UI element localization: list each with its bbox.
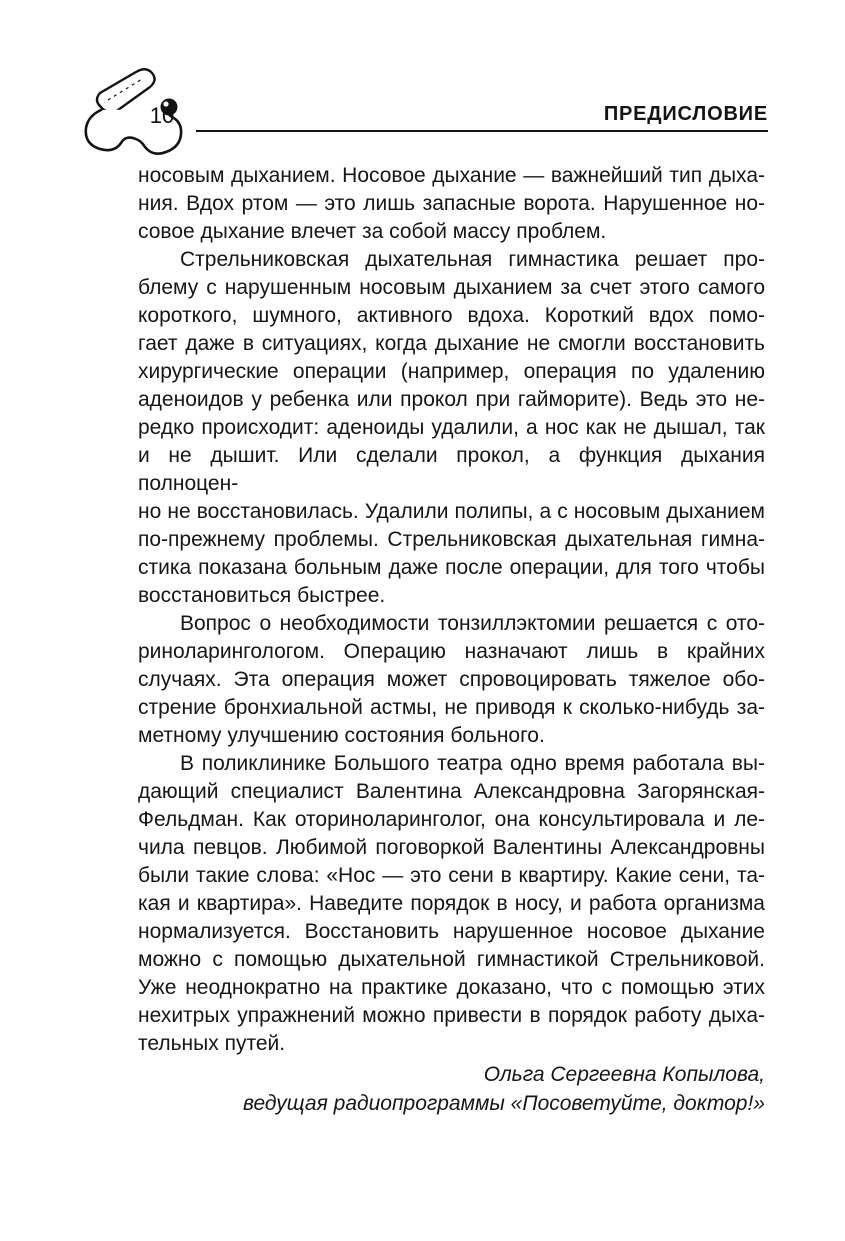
signature — [138, 1060, 765, 1118]
text-line: аденоидов у ребенка или прокол при гайморите). Ведь это не- — [138, 388, 765, 411]
text-line: Уже неоднократно на практике доказано, что с помощью этих — [138, 976, 765, 999]
text-line: метному улучшению состояния больного. — [138, 724, 545, 747]
text-line: короткого, шумного, активного вдоха. Короткий вдох помо- — [138, 304, 765, 327]
text-line: дающий специалист Валентина Александровна Загорянская- — [138, 780, 765, 803]
text-line: хирургические операции (например, операция по удалению — [138, 360, 765, 383]
text-line: Стрельниковская дыхательная гимнастика решает про- — [180, 248, 765, 271]
text-line: нормализуется. Восстановить нарушенное носовое дыхание — [138, 920, 765, 943]
chapter-title: ПРЕДИСЛОВИЕ — [603, 103, 768, 125]
paragraphs — [138, 162, 765, 1058]
text-line: стрение бронхиальной астмы, не приводя к сколько-нибудь за- — [138, 696, 765, 719]
text-line: блему с нарушенным носовым дыханием за счет этого самого — [138, 276, 765, 299]
text-line: ния. Вдох ртом — это лишь запасные ворота. Нарушенное но- — [138, 192, 765, 215]
signature-line: Ольга Сергеевна Копылова, — [483, 1063, 765, 1086]
text-line: случаях. Эта операция может спровоцировать тяжелое обо- — [138, 668, 765, 691]
body-text — [138, 162, 765, 1118]
text-line: носовым дыханием. Носовое дыхание — важнейший тип дыха- — [138, 164, 765, 187]
text-line: стика показана больным даже после операции, для того чтобы — [138, 556, 765, 579]
text-line: В поликлинике Большого театра одно время работала вы- — [180, 752, 765, 775]
text-line: совое дыхание влечет за собой массу проблем. — [138, 220, 607, 243]
text-line: редко происходит: аденоиды удалили, а нос как не дышал, так — [138, 416, 765, 439]
text-line: нехитрых упражнений можно привести в порядок работу дыха- — [138, 1004, 765, 1027]
text-line: чила певцов. Любимой поговоркой Валентины Александровны — [138, 836, 765, 859]
header-rule — [196, 130, 768, 132]
text-line: кая и квартира». Наведите порядок в носу, и работа организма — [138, 892, 765, 915]
text-line: Вопрос о необходимости тонзиллэктомии решается с ото- — [180, 612, 765, 635]
text-line: гает даже в ситуациях, когда дыхание не смогли восстановить — [138, 332, 765, 355]
text-line: тельных путей. — [138, 1032, 286, 1055]
text-line: были такие слова: «Нос — это сени в квартиру. Какие сени, та- — [138, 864, 765, 887]
page-number: 10 — [149, 103, 175, 128]
text-line: восстановиться быстрее. — [138, 584, 386, 607]
text-line: по-прежнему проблемы. Стрельниковская дыхательная гимна- — [138, 528, 765, 551]
text-line: Фельдман. Как оториноларинголог, она консультировала и ле- — [138, 808, 765, 831]
text-line: но не восстановилась. Удалили полипы, а с носовым дыханием — [138, 500, 765, 523]
signature-line: ведущая радиопрограммы «Посоветуйте, доктор!» — [242, 1092, 765, 1115]
text-line: и не дышит. Или сделали прокол, а функция дыхания полноцен- — [138, 444, 765, 495]
text-line: можно с помощью дыхательной гимнастикой Стрельниковой. — [138, 948, 765, 971]
text-line: риноларингологом. Операцию назначают лишь в крайних — [138, 640, 765, 663]
